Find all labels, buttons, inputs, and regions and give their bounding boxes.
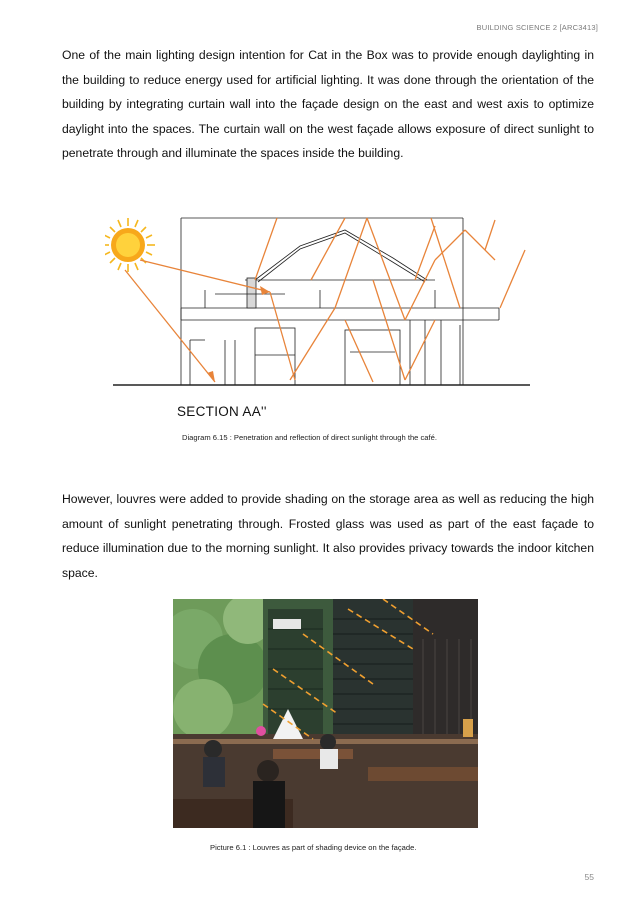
body-paragraph-1: One of the main lighting design intention for Cat in the Box was to provide enough daylighting in the building to reduce energy used for artificial lighting. It was done through the orientation of the building by integrating curtain wall into the façade design on the east and west axis to optimize daylight into the spaces. The curtain wall on the west façade allows exposure of direct sunlight to penetrate through and illuminate the spaces inside the building. — [62, 48, 594, 160]
body-paragraph-2: However, louvres were added to provide shading on the storage area as well as reducing the high amount of sunlight penetrating through. Frosted glass was used as part of the east façade to reduce illumination due to the morning sunlight. It also provides privacy towards the indoor kitchen space. — [62, 492, 594, 580]
section-title: SECTION AA'' — [177, 404, 267, 419]
cafe-photo — [173, 599, 478, 828]
page-number: 55 — [584, 872, 594, 882]
diagram-caption: Diagram 6.15 : Penetration and reflection of direct sunlight through the café. — [182, 433, 437, 442]
sun-icon — [105, 218, 155, 272]
section-diagram — [105, 210, 535, 390]
sunlight-arrows — [173, 599, 478, 828]
photo-caption: Picture 6.1 : Louvres as part of shading device on the façade. — [210, 843, 417, 852]
running-header: BUILDING SCIENCE 2 [ARC3413] — [476, 23, 598, 32]
sunlight-rays — [125, 218, 525, 382]
building-section — [113, 218, 530, 385]
